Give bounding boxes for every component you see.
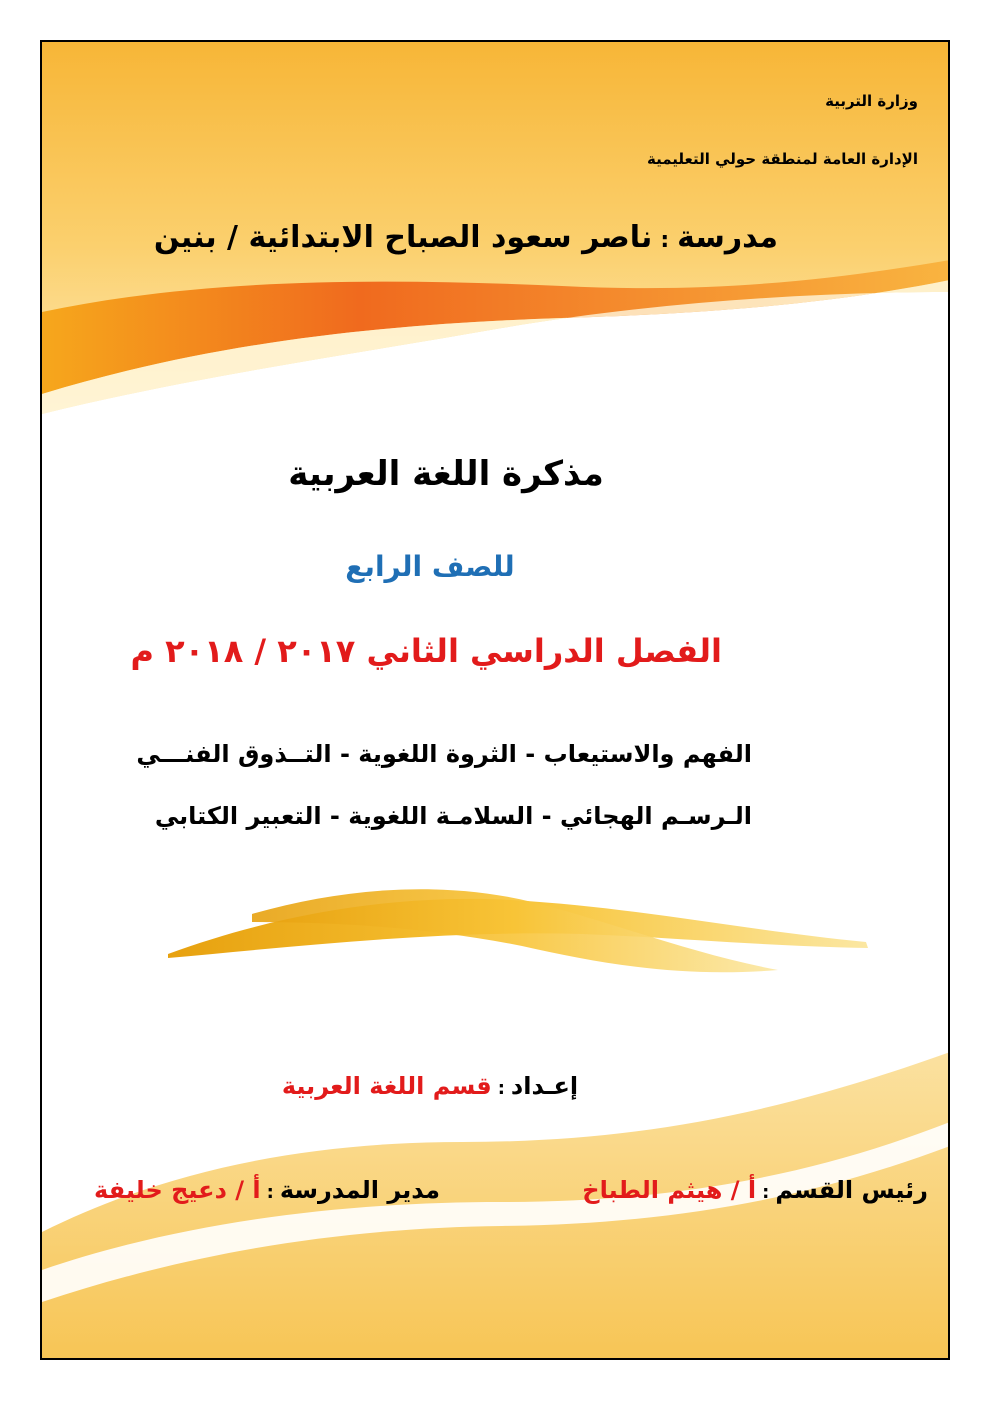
preparation-value: قسم اللغة العربية <box>281 1072 492 1100</box>
grade-label: للصف الرابع <box>345 550 515 583</box>
school-line <box>154 220 778 255</box>
principal-label: مدير المدرسة <box>279 1176 440 1204</box>
department-head-signature <box>582 1176 928 1204</box>
principal-name: أ / دعيج خليفة <box>94 1176 261 1204</box>
principal-separator: : <box>266 1182 274 1203</box>
department-head-name: أ / هيثم الطباخ <box>582 1176 757 1204</box>
school-label: مدرسة <box>677 220 778 255</box>
ministry-name: وزارة التربية <box>825 92 918 110</box>
department-head-label: رئيس القسم <box>775 1176 928 1204</box>
preparation-separator: : <box>497 1078 505 1099</box>
term-label: الفصل الدراسي الثاني ٢٠١٧ / ٢٠١٨ م <box>130 632 722 670</box>
preparation-label: إعـداد <box>510 1072 579 1100</box>
page-frame <box>40 40 950 1360</box>
school-separator: : <box>660 228 670 253</box>
topics-line-1: الفهم والاستيعاب - الثروة اللغوية - التــذوق الفنـــي <box>136 740 752 768</box>
topics-line-2: الـرسـم الهجائي - السلامـة اللغوية - التعبير الكتابي <box>154 802 752 830</box>
directorate-name: الإدارة العامة لمنطقة حولي التعليمية <box>646 150 918 168</box>
preparation-line <box>42 1072 818 1100</box>
department-head-separator: : <box>762 1182 770 1203</box>
document-title: مذكرة اللغة العربية <box>288 454 604 494</box>
school-name: ناصر سعود الصباح الابتدائية / بنين <box>153 220 653 255</box>
principal-signature <box>94 1176 440 1204</box>
